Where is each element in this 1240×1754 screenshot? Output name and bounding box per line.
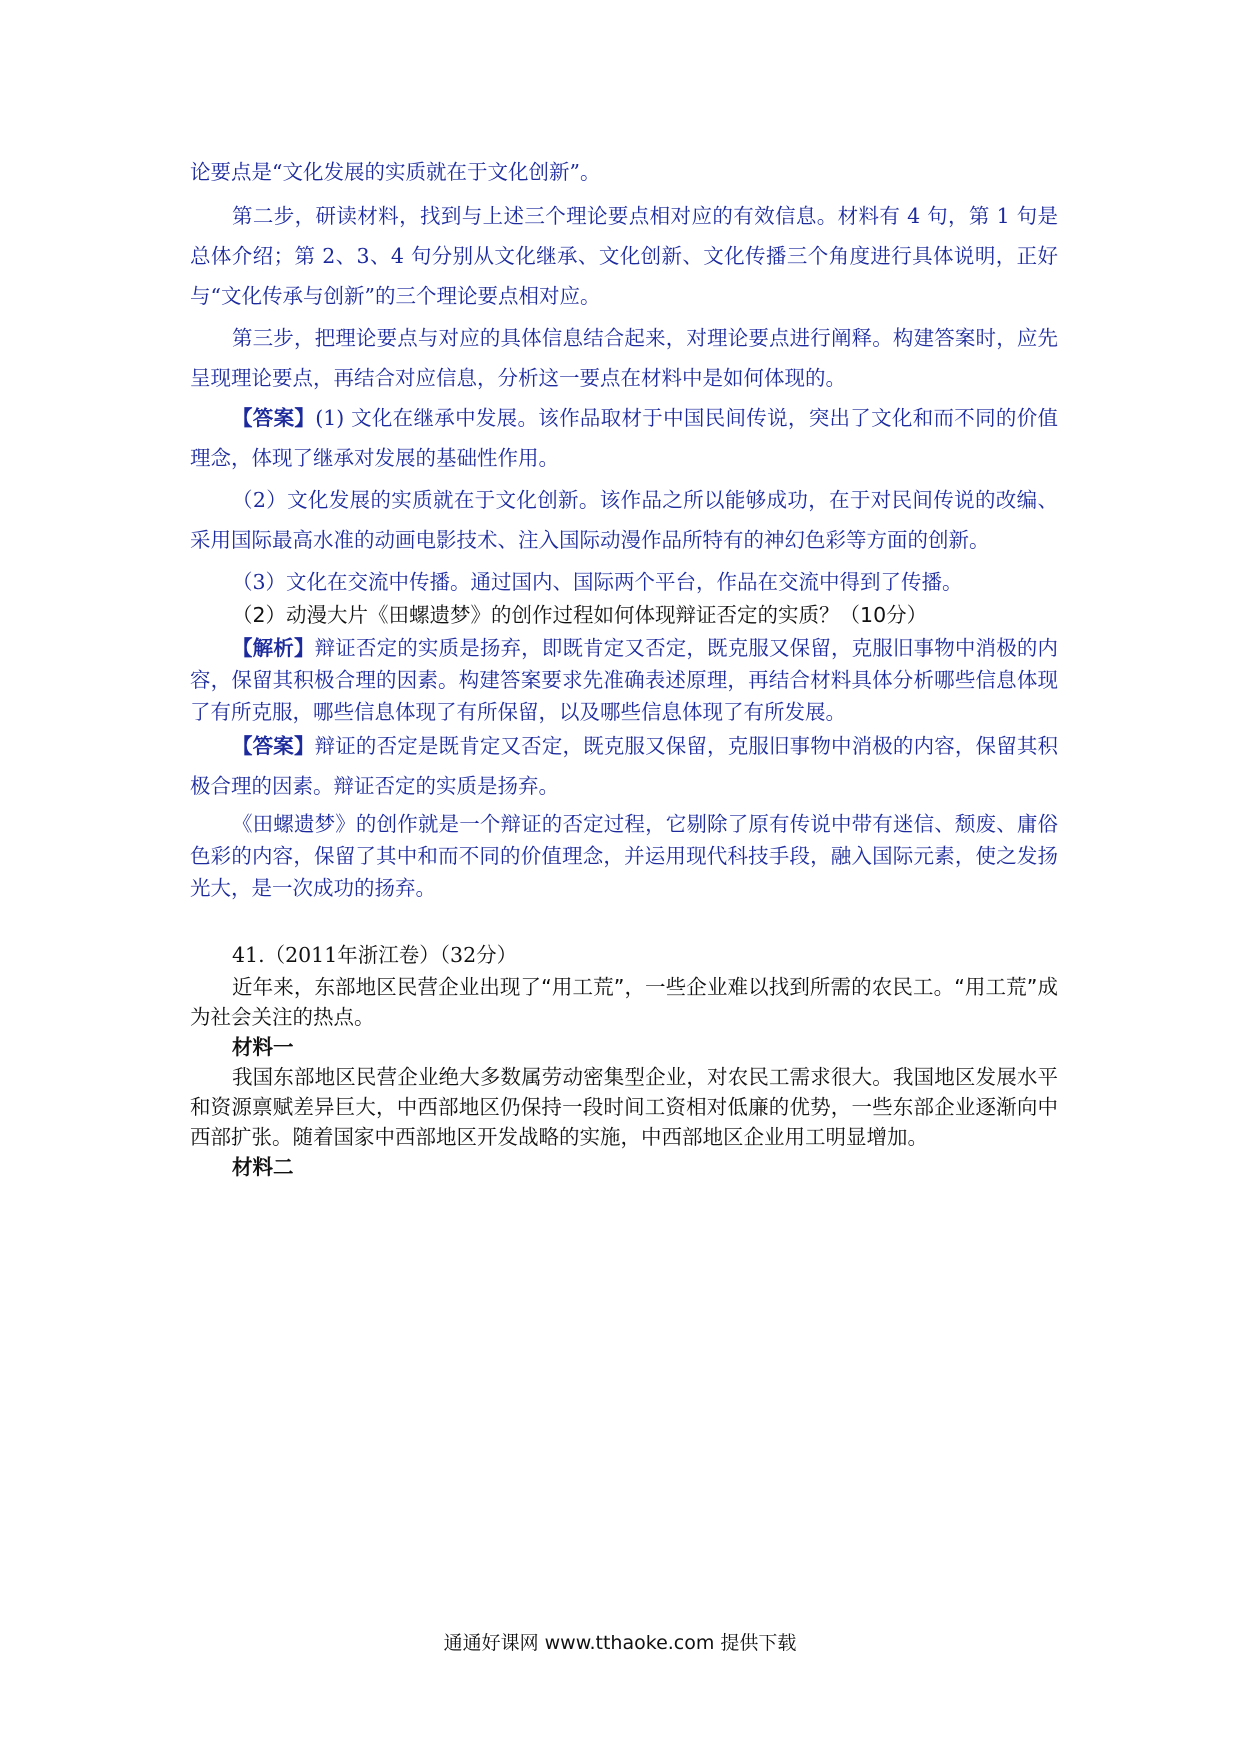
material-1-title: 材料一 xyxy=(232,1035,294,1059)
question-2: （2）动漫大片《田螺遗梦》的创作过程如何体现辩证否定的实质？（10分） xyxy=(232,603,928,627)
question-41-header: 41.（2011年浙江卷）（32分） xyxy=(232,943,518,967)
answer-1-part-1 xyxy=(190,398,1058,478)
analysis-2-text: 辩证否定的实质是扬弃，即既肯定又否定，既克服又保留，克服旧事物中消极的内容，保留其积极合理的因素。构建答案要求先准确表述原理，再结合材料具体分析哪些信息体现了有所克服，哪些信息体现了有所保留，以及哪些信息体现了有所发展。 xyxy=(190,636,1059,724)
analysis-step-2: 第二步，研读材料，找到与上述三个理论要点相对应的有效信息。材料有 4 句，第 1 句是总体介绍；第 2、3、4 句分别从文化继承、文化创新、文化传播三个角度进行具体说明，正好与“文化传承与创新”的三个理论要点相对应。 xyxy=(190,204,1058,308)
analysis-step-3: 第三步，把理论要点与对应的具体信息结合起来，对理论要点进行阐释。构建答案时，应先呈现理论要点，再结合对应信息，分析这一要点在材料中是如何体现的。 xyxy=(190,326,1058,390)
answer-2-part-2: 《田螺遗梦》的创作就是一个辩证的否定过程，它剔除了原有传说中带有迷信、颓废、庸俗色彩的内容，保留了其中和而不同的价值理念，并运用现代科技手段，融入国际元素，使之发扬光大，是一次成功的扬弃。 xyxy=(190,812,1058,900)
page-footer: 通通好课网 www.tthaoke.com 提供下载 xyxy=(443,1632,797,1654)
analysis-line-cont: 论要点是“文化发展的实质就在于文化创新”。 xyxy=(190,160,601,184)
answer-1-part-3: （3）文化在交流中传播。通过国内、国际两个平台，作品在交流中得到了传播。 xyxy=(232,570,963,594)
answer-2-text-1: 辩证的否定是既肯定又否定，既克服又保留，克服旧事物中消极的内容，保留其积极合理的因素。辩证否定的实质是扬弃。 xyxy=(190,734,1059,798)
material-1-text: 我国东部地区民营企业绝大多数属劳动密集型企业，对农民工需求很大。我国地区发展水平和资源禀赋差异巨大，中西部地区仍保持一段时间工资相对低廉的优势，一些东部企业逐渐向中西部扩张。随着国家中西部地区开发战略的实施，中西部地区企业用工明显增加。 xyxy=(190,1065,1058,1149)
analysis-2 xyxy=(190,632,1058,728)
answer-tag-2: 【答案】 xyxy=(232,734,315,758)
answer-1-text-1: (1) 文化在继承中发展。该作品取材于中国民间传说，突出了文化和而不同的价值理念，体现了继承对发展的基础性作用。 xyxy=(190,406,1059,470)
question-41-intro: 近年来，东部地区民营企业出现了“用工荒”，一些企业难以找到所需的农民工。“用工荒”成为社会关注的热点。 xyxy=(190,975,1058,1029)
answer-2-part-1 xyxy=(190,726,1058,806)
answer-1-part-2: （2）文化发展的实质就在于文化创新。该作品之所以能够成功，在于对民间传说的改编、采用国际最高水准的动画电影技术、注入国际动漫作品所特有的神幻色彩等方面的创新。 xyxy=(190,488,1058,552)
material-2-title: 材料二 xyxy=(232,1155,294,1179)
analysis-tag: 【解析】 xyxy=(232,636,315,660)
answer-tag: 【答案】 xyxy=(232,406,316,430)
